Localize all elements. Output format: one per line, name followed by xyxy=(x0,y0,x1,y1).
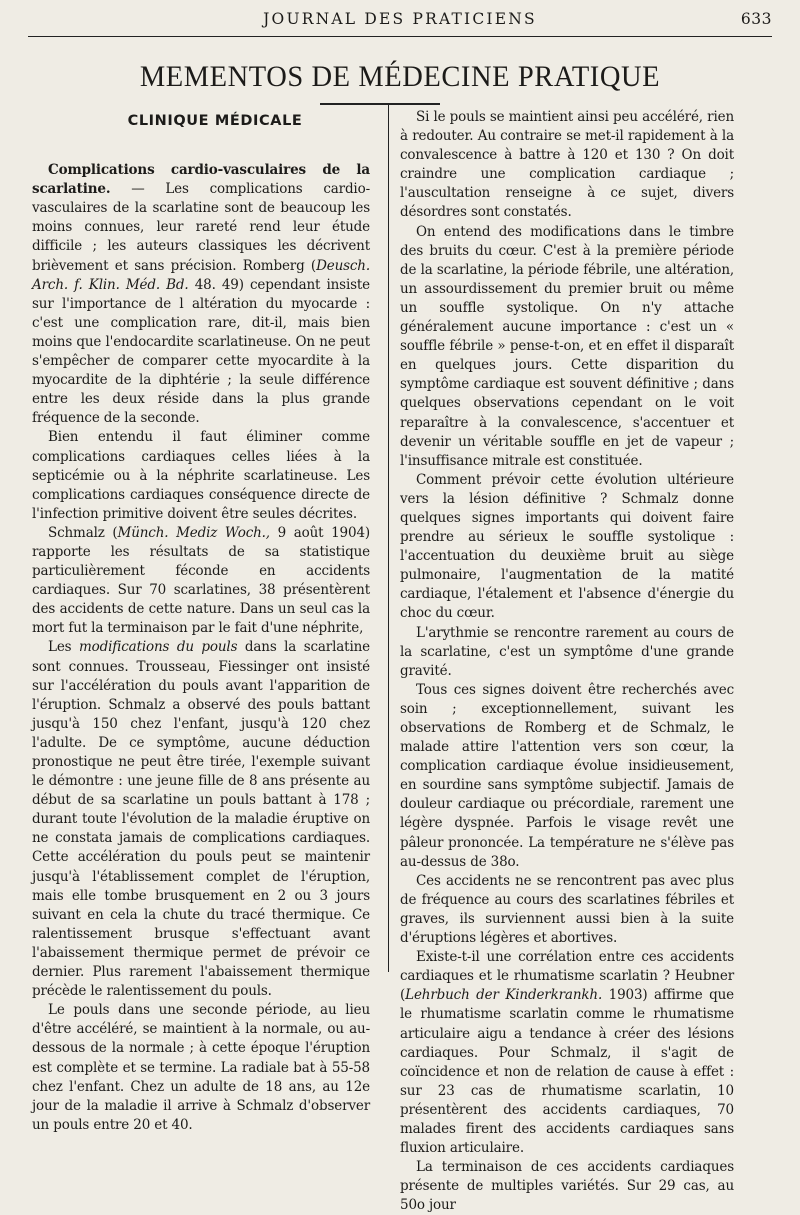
paragraph: Ces accidents ne se rencontrent pas avec plus de fréquence au cours des scarlatines fébriles et graves, ils surviennent aussi bien à la suite d'éruptions légères et abortives. xyxy=(400,872,734,947)
journal-title: JOURNAL DES PRATICIENS xyxy=(263,10,537,28)
section-title: MEMENTOS DE MÉDECINE PRATIQUE xyxy=(139,60,661,93)
paragraph: Si le pouls se maintient ainsi peu accéléré, rien à redouter. Au contraire se met-il rapidement à la convalescence à battre à 120 et 130 ? On doit craindre une complication cardiaque ; l'auscultation renseigne à ce sujet, divers désordres sont constatés. xyxy=(400,109,734,221)
paragraph-lead: Complications cardio-vasculaires de la scarlatine. xyxy=(32,162,370,198)
paragraph: Bien entendu il faut éliminer comme complications cardiaques celles liées à la septicémie ou à la néphrite scarlatineuse. Les complications cardiaques conséquence directe de l'infection primitive doivent être seules décrites. xyxy=(32,429,370,522)
paragraph: Comment prévoir cette évolution ultérieure vers la lésion définitive ? Schmalz donne quelques signes importants qui doivent faire prendre au sérieux le souffle systolique : l'accentuation du deuxième bruit au siège pulmonaire, l'augmentation de la matité cardiaque, l'étalement et l'absence d'énergie du choc du cœur. xyxy=(400,471,734,622)
paragraph: Tous ces signes doivent être recherchés avec soin ; exceptionnellement, suivant les observations de Romberg et de Schmalz, le malade attire l'attention vers son cœur, la complication cardiaque évolue insidieusement, en sourdine sans symptôme subjectif. Jamais de douleur cardiaque ou précordiale, rarement une légère dyspnée. Parfois le visage revêt une pâleur prononcée. La température ne s'élève pas au-dessus de 38o. xyxy=(400,681,734,870)
paragraph: Existe-t-il une corrélation entre ces accidents cardiaques et le rhumatisme scarlatin ? Heubner (Lehrbuch der Kinderkrankh. 1903) affirme que le rhumatisme scarlatin comme le rhumatisme articulaire aigu a tendance à créer des lésions cardiaques. Pour Schmalz, il s'agit de coïncidence et non de relation de cause à effet : sur 23 cas de rhumatisme scarlatin, 10 présentèrent des accidents cardiaques, 70 malades firent des accidents cardiaques sans fluxion articulaire. xyxy=(400,949,734,1157)
citation: Münch. Mediz Woch., xyxy=(117,524,270,541)
running-header xyxy=(28,6,772,30)
subheading: CLINIQUE MÉDICALE xyxy=(127,113,303,129)
citation: Deusch. Arch. f. Klin. Méd. Bd. xyxy=(32,257,370,293)
paragraph: Le pouls dans une seconde période, au lieu d'être accéléré, se maintient à la normale, ou au-dessous de la normale ; à cette époque l'éruption est complète et se termine. La radiale bat à 55-58 chez l'enfant. Chez un adulte de 18 ans, au 12e jour de la maladie il arrive à Schmalz d'observer un pouls entre 20 et 40. xyxy=(32,1002,370,1133)
paragraph: Schmalz (Münch. Mediz Woch., 9 août 1904) rapporte les résultats de sa statistique particulièrement féconde en accidents cardiaques. Sur 70 scarlatines, 38 présentèrent des accidents de cette nature. Dans un seul cas la mort fut la terminaison par le fait d'une néphrite, xyxy=(32,524,370,637)
page-number: 633 xyxy=(740,10,772,28)
left-column xyxy=(32,108,370,1135)
paragraph: La terminaison de ces accidents cardiaques présente de multiples variétés. Sur 29 cas, au 50o jour xyxy=(400,1159,734,1214)
emphasis: modifications du pouls xyxy=(78,639,238,656)
paragraph: Les modifications du pouls dans la scarlatine sont connues. Trousseau, Fiessinger ont insisté sur l'accélération du pouls avant l'apparition de l'éruption. Schmalz a observé des pouls battant jusqu'à 150 chez l'enfant, jusqu'à 120 chez l'adulte. De ce symptôme, aucune déduction pronostique ne peut être tirée, l'exemple suivant le démontre : une jeune fille de 8 ans présente au début de sa scarlatine un pouls battant à 178 ; durant toute l'évolution de la maladie éruptive on ne constata jamais de complications cardiaques. Cette accélération du pouls peut se maintenir jusqu'à l'établissement complet de l'éruption, mais elle tombe brusquement en 2 ou 3 jours suivant en cela la chute du tracé thermique. Ce ralentissement brusque s'effectuant avant l'abaissement thermique permet de prévoir ce dernier. Plus rarement l'abaissement thermique précède le ralentissement du pouls. xyxy=(32,639,371,1000)
title-rule xyxy=(320,103,440,105)
paragraph: On entend des modifications dans le timbre des bruits du cœur. C'est à la première période de la scarlatine, la période fébrile, une altération, un assourdissement du premier bruit ou même un souffle systolique. On n'y attache généralement aucune importance : c'est un « souffle fébrile » pense-t-on, et en effet il disparaît en quelques jours. Cette disparition du symptôme cardiaque est souvent définitive ; dans quelques observations cependant on le voit reparaître à la convalescence, s'accentuer et devenir un véritable souffle en jet de vapeur ; l'insuffisance mitrale est constituée. xyxy=(400,223,734,469)
header-rule xyxy=(28,36,772,37)
column-divider xyxy=(388,104,389,972)
paragraph: L'arythmie se rencontre rarement au cours de la scarlatine, c'est un symptôme d'une grande gravité. xyxy=(400,624,734,679)
citation: Lehrbuch der Kinderkrankh. xyxy=(405,987,603,1004)
paragraph: Complications cardio-vasculaires de la scarlatine. — Les complications cardio-vasculaires de la scarlatine sont de beaucoup les moins connues, leur rareté rend leur étude difficile ; les auteurs classiques les décrivent brièvement et sans précision. Romberg (Deusch. Arch. f. Klin. Méd. Bd. 48. 49) cependant insiste sur l'importance de l altération du myocarde : c'est une complication rare, dit-il, mais bien moins que l'endocardite scarlatineuse. On ne peut s'empêcher de comparer cette myocardite à la myocardite de la diphtérie ; la seule différence entre les deux réside dans la plus grande fréquence de la seconde. xyxy=(32,162,371,427)
